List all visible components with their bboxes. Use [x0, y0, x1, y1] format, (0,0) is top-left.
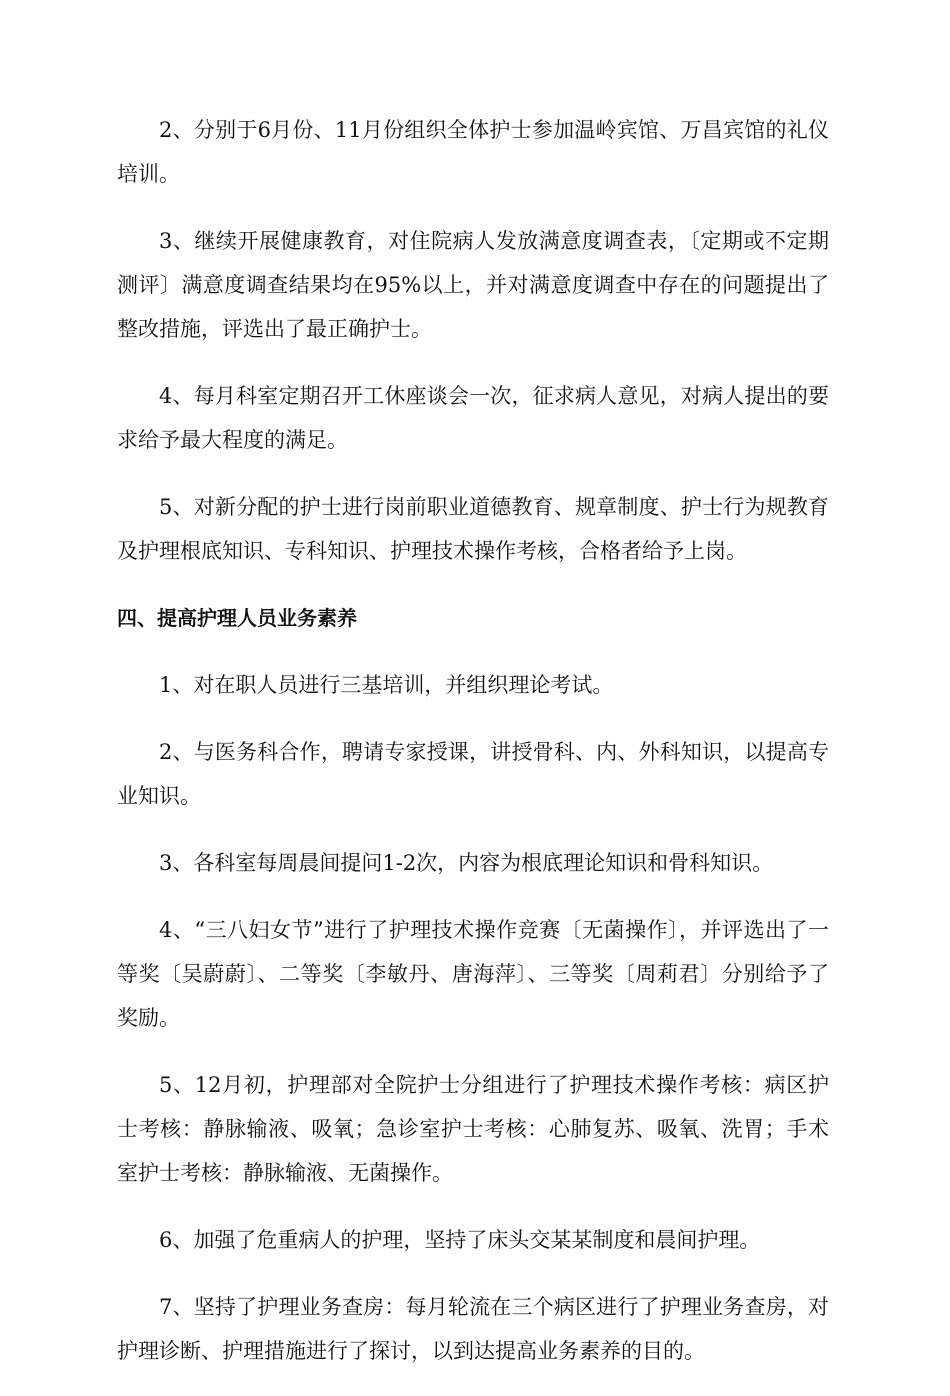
paragraph-etiquette-training: 2、分别于6月份、11月份组织全体护士参加温岭宾馆、万昌宾馆的礼仪培训。 [117, 118, 829, 186]
document-body [117, 108, 829, 1396]
paragraph-morning-questions: 3、各科室每周晨间提问1-2次，内容为根底理论知识和骨科知识。 [159, 851, 774, 875]
section-heading: 四、提高护理人员业务素养 [117, 606, 357, 630]
paragraph-expert-lectures: 2、与医务科合作，聘请专家授课，讲授骨科、内、外科知识，以提高专业知识。 [117, 740, 829, 808]
paragraph-patient-meetings: 4、每月科室定期召开工休座谈会一次，征求病人意见，对病人提出的要求给予最大程度的满足。 [117, 384, 829, 452]
paragraph-critical-care: 6、加强了危重病人的护理，坚持了床头交某某制度和晨间护理。 [159, 1228, 761, 1252]
paragraph-health-education: 3、继续开展健康教育，对住院病人发放满意度调查表，〔定期或不定期测评〕满意度调查结果均在95%以上，并对满意度调查中存在的问题提出了整改措施，评选出了最正确护士。 [117, 229, 829, 341]
paragraph-skills-competition: 4、“三八妇女节”进行了护理技术操作竞赛〔无菌操作〕，并评选出了一等奖〔吴蔚蔚〕、二等奖〔李敏丹、唐海萍〕、三等奖〔周莉君〕分别给予了奖励。 [117, 918, 829, 1030]
paragraph-new-nurse-training: 5、对新分配的护士进行岗前职业道德教育、规章制度、护士行为规教育及护理根底知识、专科知识、护理技术操作考核，合格者给予上岗。 [117, 495, 829, 563]
paragraph-nursing-rounds: 7、坚持了护理业务查房：每月轮流在三个病区进行了护理业务查房，对护理诊断、护理措施进行了探讨，以到达提高业务素养的目的。 [117, 1295, 829, 1363]
paragraph-december-assessment: 5、12月初，护理部对全院护士分组进行了护理技术操作考核：病区护士考核：静脉输液、吸氧；急诊室护士考核：心肺复苏、吸氧、洗胃；手术室护士考核：静脉输液、无菌操作。 [117, 1073, 829, 1185]
paragraph-three-basics-training: 1、对在职人员进行三基培训，并组织理论考试。 [159, 673, 614, 697]
